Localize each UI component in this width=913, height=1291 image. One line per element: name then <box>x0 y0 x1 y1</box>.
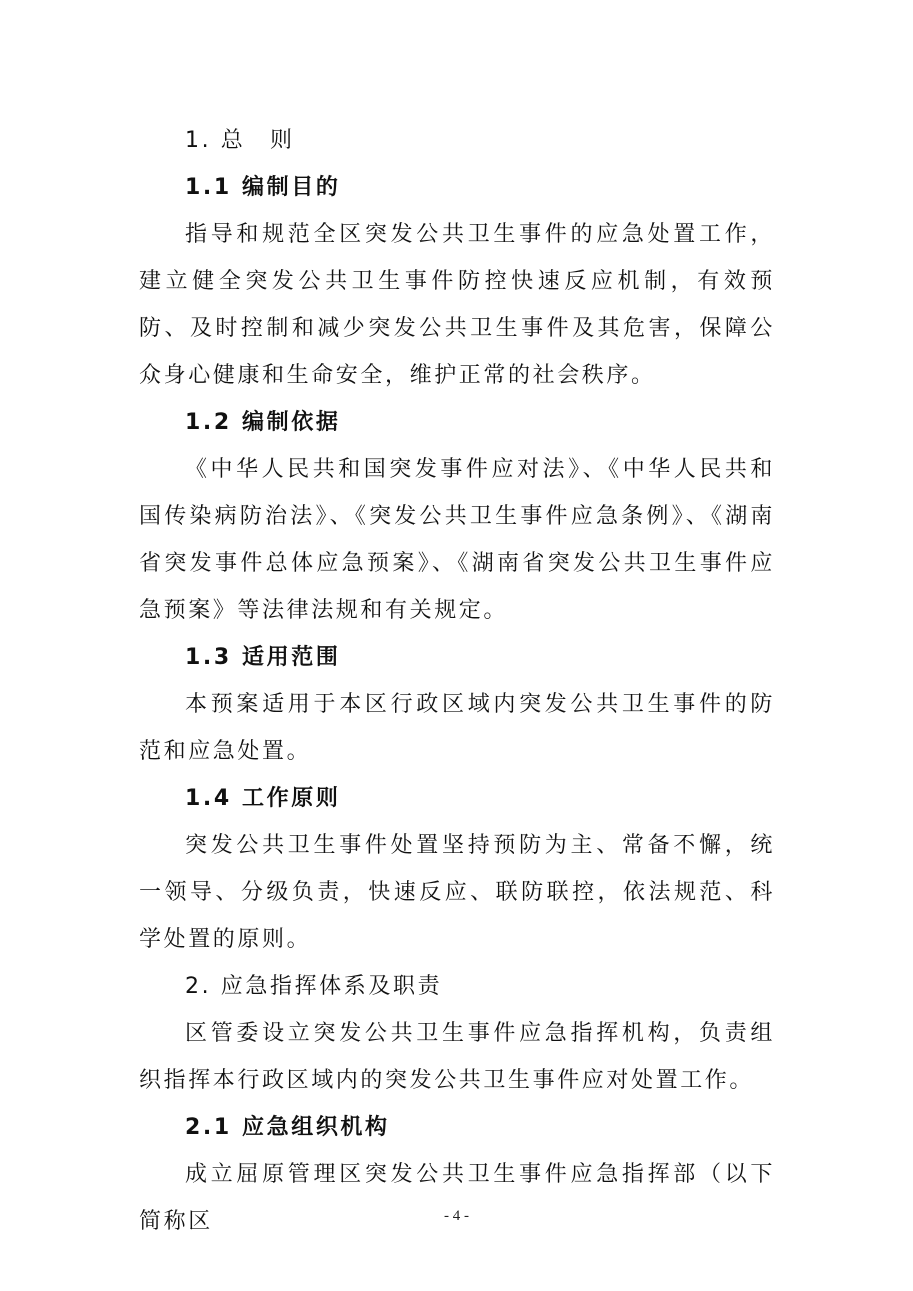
section-heading-general: 1. 总 则 <box>185 128 295 153</box>
paragraph-scope: 本预案适用于本区行政区域内突发公共卫生事件的防范和应急处置。 <box>139 692 775 764</box>
paragraph-principles: 突发公共卫生事件处置坚持预防为主、常备不懈，统一领导、分级负责，快速反应、联防联控，依法规范、科学处置的原则。 <box>139 833 775 952</box>
section-heading-command-system: 2. 应急指挥体系及职责 <box>185 974 443 999</box>
subsection-heading-organization: 2.1 应急组织机构 <box>185 1115 390 1140</box>
document-body <box>139 117 775 1245</box>
subsection-heading-principles: 1.4 工作原则 <box>185 786 341 811</box>
subsection-heading-scope: 1.3 适用范围 <box>185 645 341 670</box>
subsection-heading-purpose: 1.1 编制目的 <box>185 175 341 200</box>
paragraph-organization: 成立屈原管理区突发公共卫生事件应急指挥部（以下简称区 <box>139 1162 775 1234</box>
paragraph-basis: 《中华人民共和国突发事件应对法》、《中华人民共和国传染病防治法》、《突发公共卫生事件应急条例》、《湖南省突发事件总体应急预案》、《湖南省突发公共卫生事件应急预案》等法律法规和有关规定。 <box>139 457 775 623</box>
subsection-heading-basis: 1.2 编制依据 <box>185 410 341 435</box>
paragraph-purpose: 指导和规范全区突发公共卫生事件的应急处置工作，建立健全突发公共卫生事件防控快速反应机制，有效预防、及时控制和减少突发公共卫生事件及其危害，保障公众身心健康和生命安全，维护正常的社会秩序。 <box>139 222 775 388</box>
page-number: - 4 - <box>444 1208 469 1224</box>
paragraph-command-system: 区管委设立突发公共卫生事件应急指挥机构，负责组织指挥本行政区域内的突发公共卫生事件应对处置工作。 <box>139 1021 775 1093</box>
